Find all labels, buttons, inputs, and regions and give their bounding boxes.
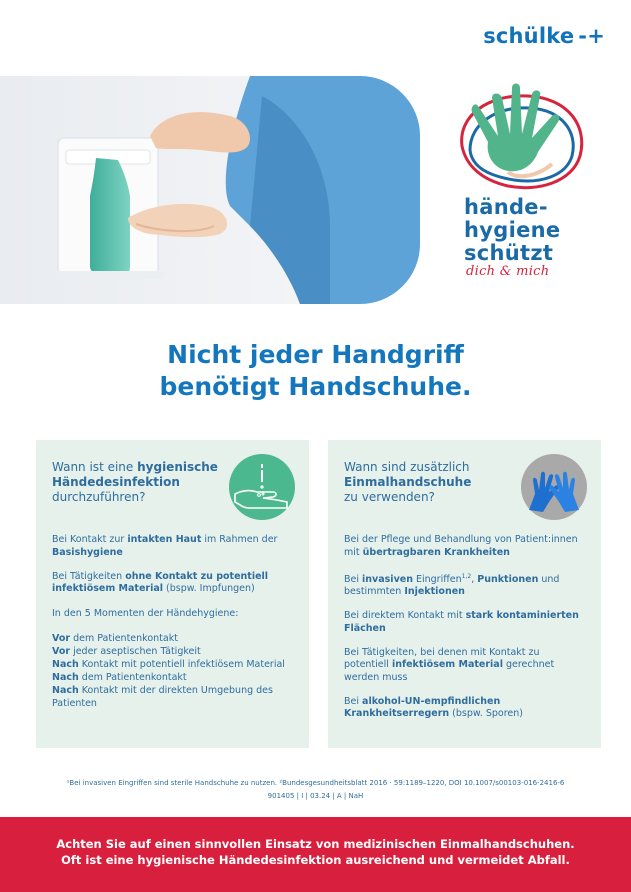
disinfection-panel-title: Wann ist eine hygienische Händedesinfektion durchzuführen? xyxy=(52,460,218,504)
list-item: Nach Kontakt mit der direkten Umgebung des Patienten xyxy=(52,685,273,709)
footnote-text: ¹Bei invasiven Eingriffen sind sterile Handschuhe zu nutzen. ²Bundesgesundheitsblatt 2016 · 59:1189–1220, DOI 10.1007/s00103-016-2416-6 xyxy=(66,779,565,787)
brand-plus-icon: -+ xyxy=(578,24,605,48)
list-item: Bei invasiven Eingriffen$^{1,2}$, Punktionen und bestimmten Injektionen xyxy=(344,572,560,598)
list-item: Nach dem Patientenkontakt xyxy=(52,672,187,683)
gloved-hands-icon xyxy=(521,454,587,520)
bottom-banner xyxy=(0,817,631,892)
banner-line-1: Achten Sie auf einen sinnvollen Einsatz von medizinischen Einmalhandschuhen. xyxy=(56,837,575,851)
list-item: Bei direktem Kontakt mit stark kontaminierten Flächen xyxy=(344,610,579,634)
hero-photo xyxy=(0,76,420,304)
footnote xyxy=(0,778,631,802)
brand-logo xyxy=(483,24,605,48)
campaign-slogan xyxy=(464,196,560,279)
list-item: Bei der Pflege und Behandlung von Patient:innen mit übertragbaren Krankheiten xyxy=(344,534,578,558)
list-item: Bei alkohol-UN-empfindlichen Krankheitserregern (bspw. Sporen) xyxy=(344,695,523,720)
five-moments-list xyxy=(52,607,293,710)
page-headline xyxy=(0,339,631,403)
disinfection-items xyxy=(52,534,293,710)
list-item: Bei Kontakt zur intakten Haut im Rahmen der Basishygiene xyxy=(52,534,278,558)
gloves-panel xyxy=(328,440,601,748)
gloves-panel-title: Wann sind zusätzlich Einmalhandschuhe zu verwenden? xyxy=(344,460,472,504)
list-item: Vor dem Patientenkontakt xyxy=(52,633,178,644)
gloves-items xyxy=(344,534,585,732)
slogan-line-1: hände- xyxy=(464,195,548,219)
slogan-line-2: hygiene xyxy=(464,218,561,242)
banner-line-2: Oft ist eine hygienische Händedesinfektion ausreichend und vermeidet Abfall. xyxy=(61,853,570,867)
list-item: Vor jeder aseptischen Tätigkeit xyxy=(52,646,201,657)
list-item: Bei Tätigkeiten, bei denen mit Kontakt zu potentiell infektiösem Material gerechnet werden muss xyxy=(344,646,555,683)
five-moments-heading: In den 5 Momenten der Händehygiene: xyxy=(52,608,239,619)
brand-name: schülke xyxy=(483,24,575,48)
list-item: Bei Tätigkeiten ohne Kontakt zu potentiell infektiösem Material (bspw. Impfungen) xyxy=(52,570,269,594)
slogan-line-3: schützt xyxy=(464,241,554,265)
disinfection-panel xyxy=(36,440,309,748)
list-item: Nach Kontakt mit potentiell infektiösem Material xyxy=(52,659,285,670)
slogan-script: dich & mich xyxy=(466,264,550,279)
headline-line-1: Nicht jeder Handgriff xyxy=(167,340,464,369)
hand-disinfection-icon xyxy=(229,454,295,520)
headline-line-2: benötigt Handschuhe. xyxy=(159,372,472,401)
document-code: 901405 | I | 03.24 | A | NaH xyxy=(267,792,364,800)
